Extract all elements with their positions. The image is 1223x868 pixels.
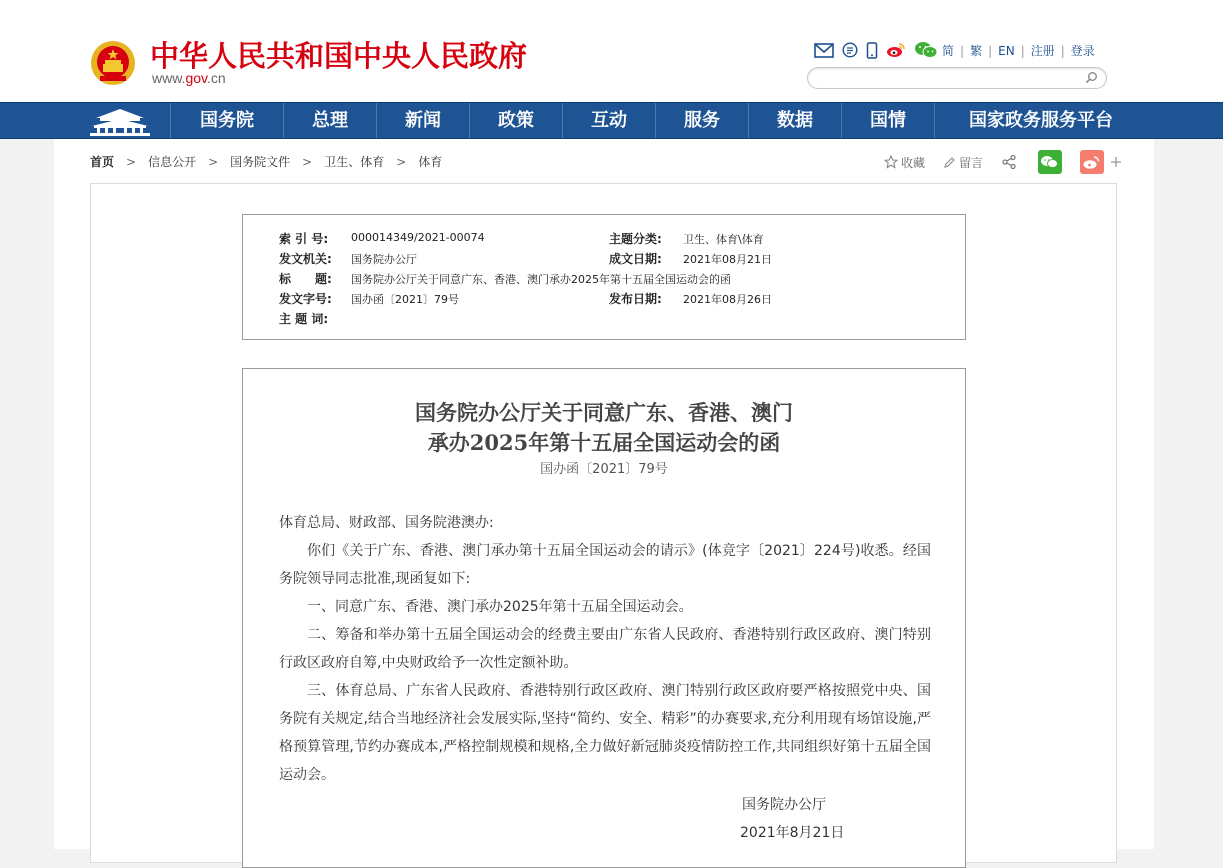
document-paragraph-1: 你们《关于广东、香港、澳门承办第十五届全国运动会的请示》(体竞字〔2021〕224号)收悉。经国务院领导同志批准,现函复如下: <box>279 543 931 587</box>
meta-title-label: 标 题: <box>279 272 332 286</box>
url-suffix: .cn <box>207 70 226 86</box>
nav-item-service-platform[interactable]: 国家政务服务平台 <box>969 110 1113 131</box>
meta-title-value: 国务院办公厅关于同意广东、香港、澳门承办2025年第十五届全国运动会的函 <box>351 273 731 286</box>
favorite-button[interactable] <box>884 154 925 171</box>
breadcrumb-info-disclosure[interactable]: 信息公开 <box>148 155 197 169</box>
meta-pubdate-value: 2021年08月26日 <box>683 293 772 306</box>
meta-docno-label: 发文字号: <box>279 292 332 306</box>
meta-index-label: 索 引 号: <box>279 232 329 246</box>
document-title-line2: 承办2025年第十五届全国运动会的函 <box>427 430 781 455</box>
traditional-link[interactable]: 繁 <box>970 44 983 58</box>
top-icon-bar <box>814 40 946 60</box>
breadcrumb-sports[interactable]: 体育 <box>418 155 443 169</box>
nav-item-data[interactable]: 数据 <box>777 110 813 131</box>
meta-topic-value: 卫生、体育\体育 <box>683 233 764 246</box>
mobile-icon[interactable] <box>866 42 878 59</box>
nav-item-interaction[interactable]: 互动 <box>591 110 627 131</box>
weibo-icon[interactable] <box>886 42 906 58</box>
document-salutation: 体育总局、财政部、国务院港澳办: <box>279 515 494 531</box>
simplified-link[interactable]: 简 <box>942 44 955 58</box>
plus-icon <box>1110 156 1122 168</box>
separator: | <box>960 44 965 58</box>
separator: | <box>988 44 993 58</box>
site-header <box>0 0 1223 102</box>
comment-button[interactable] <box>943 154 983 171</box>
wechat-share-button[interactable] <box>1038 150 1062 174</box>
url-prefix: www. <box>152 70 186 86</box>
meta-docno-value: 国办函〔2021〕79号 <box>351 293 459 306</box>
site-url <box>152 70 226 86</box>
document-paragraph-4: 三、体育总局、广东省人民政府、香港特别行政区政府、澳门特别行政区政府要严格按照党中央、国务院有关规定,结合当地经济社会发展实际,坚持“简约、安全、精彩”的办赛要求,充分利用现有场馆设施,严格预算管理,节约办赛成本,严格控制规模和规格,全力做好新冠肺炎疫情防控工作,共同组织好第十五届全国运动会。 <box>279 683 931 783</box>
document-signature: 国务院办公厅 <box>742 797 826 813</box>
document-meta-table <box>242 214 966 340</box>
chevron-right-icon: > <box>396 155 407 169</box>
url-brand: gov <box>185 70 207 86</box>
weibo-share-button[interactable] <box>1080 150 1104 174</box>
star-icon <box>884 155 898 169</box>
nav-item-premier[interactable]: 总理 <box>312 110 348 131</box>
wechat-icon[interactable] <box>914 41 938 59</box>
meta-topic-label: 主题分类: <box>609 232 662 246</box>
search-input[interactable] <box>818 70 1084 88</box>
breadcrumb-health-sports[interactable]: 卫生、体育 <box>324 155 385 169</box>
site-title[interactable]: 中华人民共和国中央人民政府 <box>150 39 528 73</box>
meta-issuer-value: 国务院办公厅 <box>351 253 417 266</box>
nav-item-news[interactable]: 新闻 <box>405 110 441 131</box>
chevron-right-icon: > <box>126 155 137 169</box>
nav-item-services[interactable]: 服务 <box>684 110 720 131</box>
meta-keywords-label: 主 题 词: <box>279 312 329 326</box>
breadcrumb-state-council-docs[interactable]: 国务院文件 <box>230 155 291 169</box>
favorite-label: 收藏 <box>901 155 926 170</box>
more-share-button[interactable] <box>1110 156 1125 168</box>
search-box <box>807 67 1107 89</box>
share-icon <box>1001 154 1017 170</box>
main-nav <box>0 102 1223 139</box>
comment-label: 留言 <box>959 155 984 170</box>
meta-issuer-label: 发文机关: <box>279 252 332 266</box>
document-sign-date: 2021年8月21日 <box>740 825 845 841</box>
english-link[interactable]: EN <box>998 44 1015 58</box>
separator: | <box>1060 44 1065 58</box>
chevron-right-icon: > <box>208 155 219 169</box>
breadcrumb <box>90 153 442 170</box>
weibo-share-icon <box>1080 150 1104 174</box>
document-number: 国办函〔2021〕79号 <box>540 462 668 477</box>
nav-item-policy[interactable]: 政策 <box>498 110 534 131</box>
national-emblem-icon[interactable] <box>90 40 136 86</box>
top-links <box>942 42 1095 59</box>
meta-index-value: 000014349/2021-00074 <box>351 231 485 244</box>
register-link[interactable]: 注册 <box>1030 44 1055 58</box>
nav-item-national-info[interactable]: 国情 <box>870 110 906 131</box>
nav-item-state-council[interactable]: 国务院 <box>200 110 254 131</box>
chevron-right-icon: > <box>302 155 313 169</box>
mail-icon[interactable] <box>814 43 834 58</box>
document-paragraph-2: 一、同意广东、香港、澳门承办2025年第十五届全国运动会。 <box>307 599 693 615</box>
comment-icon[interactable] <box>842 42 858 58</box>
meta-pubdate-label: 发布日期: <box>609 292 662 306</box>
wechat-share-icon <box>1038 150 1062 174</box>
separator: | <box>1020 44 1025 58</box>
document-paragraph-3: 二、筹备和举办第十五届全国运动会的经费主要由广东省人民政府、香港特别行政区政府、澳门特别行政区政府自筹,中央财政给予一次性定额补助。 <box>279 627 931 671</box>
share-toolbar <box>884 150 1125 174</box>
tiananmen-home-icon[interactable] <box>88 107 152 137</box>
share-button[interactable] <box>1001 154 1020 170</box>
document-title-line1: 国务院办公厅关于同意广东、香港、澳门 <box>415 400 793 425</box>
breadcrumb-home[interactable]: 首页 <box>90 155 115 169</box>
meta-date-value: 2021年08月21日 <box>683 253 772 266</box>
search-icon[interactable] <box>1085 71 1098 84</box>
meta-date-label: 成文日期: <box>609 252 662 266</box>
pencil-icon <box>943 156 956 169</box>
login-link[interactable]: 登录 <box>1070 44 1095 58</box>
